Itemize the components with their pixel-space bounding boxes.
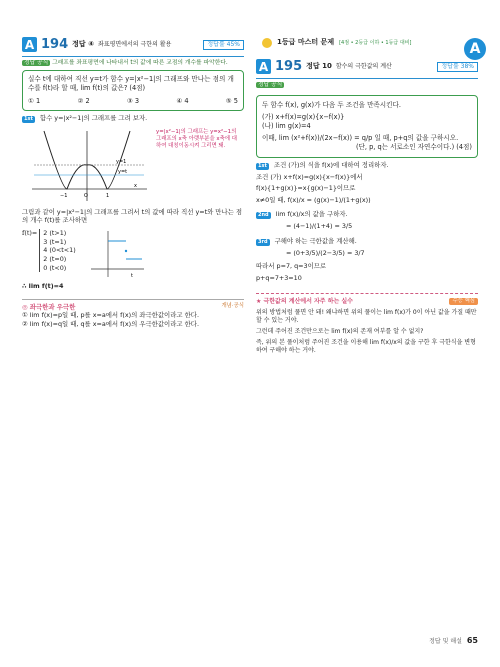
bulb-icon <box>262 38 272 48</box>
piece-lhs: f(t)= <box>22 229 38 238</box>
choice-4: ④ 4 <box>176 97 189 106</box>
concept-1: ① lim f(x)=p일 때, p를 x=a에서 f(x)의 좌극한값이라고 한다. <box>22 311 199 320</box>
final1: 따라서 p=7, q=3이므로 <box>256 262 327 271</box>
svg-text:1: 1 <box>106 192 110 199</box>
svg-text:t: t <box>130 273 133 280</box>
final2: p+q=7+3=10 <box>256 273 302 282</box>
answer-label: 정답 ④ <box>72 40 95 49</box>
question-number-2: 195 <box>275 59 303 74</box>
section-a-icon: A <box>464 38 486 60</box>
question-box <box>22 70 244 111</box>
choice-2: ② 2 <box>77 97 90 106</box>
r-step1 <box>256 161 478 170</box>
a-badge-2: A <box>256 59 271 74</box>
r-step3-tag: 3rd <box>258 238 268 245</box>
svg-text:x: x <box>134 182 137 189</box>
r-step1c: f(x){1+g(x)}=x{g(x)−1}이므로 <box>256 184 356 193</box>
piece-4: 2 (t=0) <box>43 254 67 263</box>
piece-2: 3 (t=1) <box>43 237 67 246</box>
r-step1b: 조건 (가) x+f(x)=g(x){x−f(x)}에서 <box>256 172 363 181</box>
step2-text: 그림과 같이 y=|x²−1|의 그래프를 그려서 t의 값에 따라 직선 y=t와 만나는 점의 개수 f(t)를 조사하면 <box>22 207 243 225</box>
a-badge: A <box>22 37 37 52</box>
question-text: 실수 t에 대하여 직선 y=t가 함수 y=|x²−1|의 그래프와 만나는 점의 개수를 f(t)라 할 때, lim f(t)의 값은? (4점) <box>28 75 234 93</box>
page-footer <box>429 636 478 647</box>
svg-text:y=t: y=t <box>118 168 128 175</box>
step1-text: 함수 y=|x²−1|의 그래프를 그려 보자. <box>39 114 148 123</box>
concept-title: ◎ 좌극한과 우극한 <box>22 302 76 311</box>
q2-text3: (단, p, q는 서로소인 자연수이다.) (4점) <box>355 142 472 151</box>
question-number: 194 <box>41 37 69 52</box>
piece-1: 2 (t>1) <box>43 229 67 238</box>
tip-3: 즉, 위의 본 풀이처럼 주어진 조건을 이용해 lim f(x)/x의 값을 구한 후 극한식을 변형하여 구해야 하는 거야. <box>256 338 476 355</box>
r-step2-text: lim f(x)/x의 값을 구하자. <box>275 210 348 219</box>
r-step3-text: 구해야 하는 극한값을 계산해. <box>274 236 357 245</box>
svg-text:O: O <box>84 192 88 199</box>
strategy-line-2 <box>256 82 478 90</box>
step-graph <box>86 229 146 279</box>
question-header-195 <box>256 58 478 79</box>
r-step2 <box>256 210 478 219</box>
cond2: (나) lim g(x)=4 <box>262 122 311 131</box>
footer-label: 정답 및 해설 <box>429 638 462 646</box>
abs-graph <box>22 127 244 205</box>
q2-text2: 이때, lim (x²+f(x))/(2x−f(x)) = q/p 일 때, p+q의 값을 구하시오. <box>262 134 459 143</box>
left-column <box>22 36 244 329</box>
rate-badge: 정답률 45% <box>203 40 244 50</box>
answer-label-2: 정답 10 <box>306 62 332 71</box>
tip-1: 위의 방법처럼 풀면 안 돼! 왜냐하면 위의 풀이는 lim f(x)가 0이 아닌 값을 가질 때만 할 수 있는 거야. <box>256 308 477 324</box>
r-step3 <box>256 237 478 246</box>
tip-badge: 수능 핵심 <box>449 298 478 305</box>
page-number: 65 <box>466 636 478 646</box>
right-column <box>256 58 478 355</box>
tip-box <box>256 293 478 356</box>
piece-3: 4 (0<t<1) <box>43 246 76 255</box>
r-step2-tag: 2nd <box>258 212 269 219</box>
concept-tag: 개념·공식 <box>221 302 244 309</box>
banner-title: 1등급 마스터 문제 <box>277 38 335 47</box>
svg-text:−1: −1 <box>60 192 68 199</box>
r-step3b: = (0+3/5)/(2−3/5) = 3/7 <box>286 248 365 257</box>
conclusion: ∴ lim f(t)=4 <box>22 282 64 291</box>
step1 <box>22 114 244 123</box>
choice-3: ③ 3 <box>126 97 140 106</box>
strategy-tag-2: 정답 공식 <box>258 81 283 88</box>
choices <box>28 97 238 106</box>
step1-tag: 1st <box>24 116 33 123</box>
svg-text:y=1: y=1 <box>116 158 127 165</box>
r-step2b: = (4−1)/(1+4) = 3/5 <box>286 222 353 231</box>
q2-text1: 두 함수 f(x), g(x)가 다음 두 조건을 만족시킨다. <box>262 101 402 110</box>
question-header-194 <box>22 36 244 57</box>
r-step1-tag: 1st <box>258 162 267 169</box>
strategy-line <box>22 60 244 68</box>
master-banner <box>262 38 411 48</box>
choice-5: ⑤ 5 <box>225 97 238 106</box>
r-step1-text: 조건 (가)의 식을 f(x)에 대하여 정리하자. <box>273 160 389 169</box>
concept-2: ② lim f(x)=q일 때, q를 x=a에서 f(x)의 우극한값이라고 한다. <box>22 319 199 328</box>
choice-1: ① 1 <box>28 97 41 106</box>
piece-lines <box>39 229 75 272</box>
r-step1d: x≠0일 때, f(x)/x = (g(x)−1)/(1+g(x)) <box>256 195 371 204</box>
topic-label-2: 함수의 극한값의 계산 <box>335 62 392 70</box>
strategy-tag: 정답 공식 <box>24 59 49 66</box>
tip-title: ★ 극한값의 계산에서 자주 하는 실수 <box>256 297 353 305</box>
strategy-text: 그래프를 좌표평면에 나타내서 t의 값에 따른 교점의 개수를 파악한다. <box>52 59 228 66</box>
banner-sub: [4점 • 2등급 이하 • 1등급 대비] <box>339 39 412 46</box>
tip-2: 그런데 주어진 조건만으로는 lim f(x)의 존재 여부를 알 수 없지? <box>256 327 424 335</box>
concept-box <box>22 299 244 329</box>
graph-note: y=|x²−1|의 그래프는 y=x²−1의 그래프의 x축 아랫부분을 x축에 대하여 대칭이동시켜 그리면 돼. <box>156 128 237 150</box>
question-box-2 <box>256 95 478 157</box>
graph-svg <box>22 127 152 205</box>
topic-label: 좌표평면에서의 극한의 활용 <box>98 40 172 48</box>
piecewise-def <box>22 229 244 279</box>
rate-badge-2: 정답률 38% <box>437 62 478 72</box>
piece-5: 0 (t<0) <box>43 263 67 272</box>
cond1: (가) x+f(x)=g(x){x−f(x)} <box>262 113 345 122</box>
